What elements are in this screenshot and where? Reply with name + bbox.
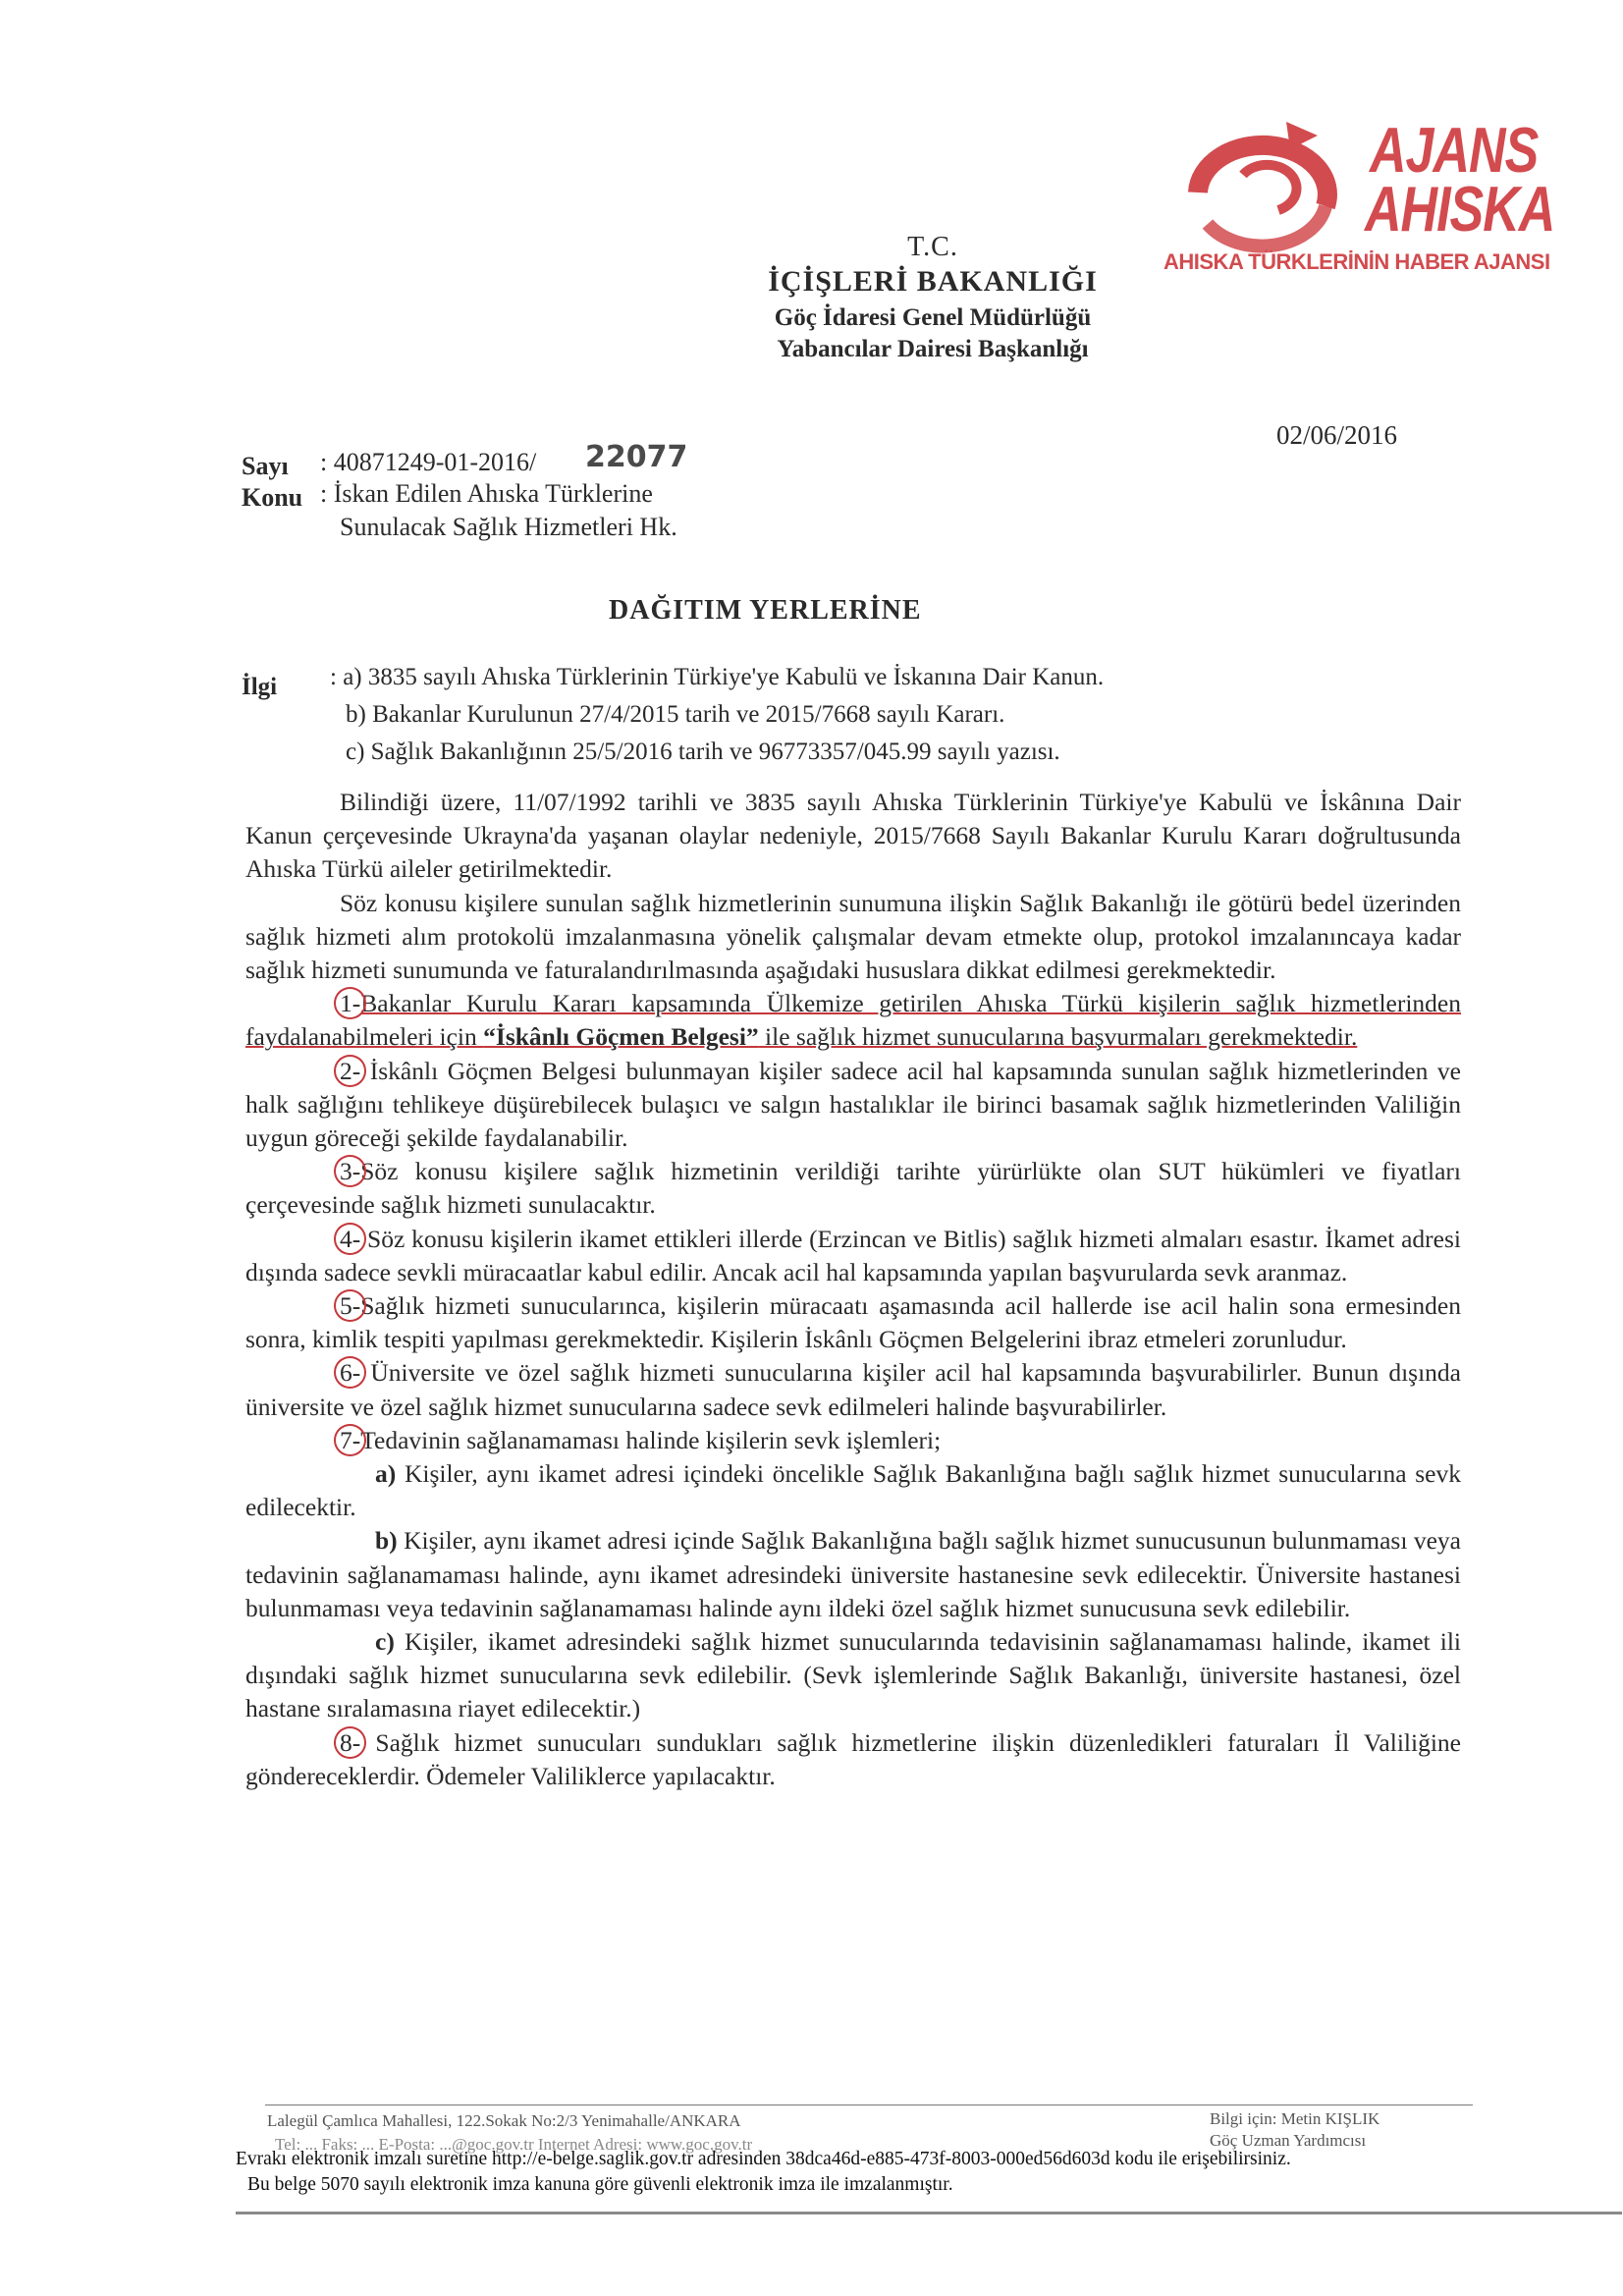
item-7b-label: b) bbox=[375, 1526, 398, 1556]
item-1-number: 1- bbox=[340, 989, 361, 1018]
item-1 bbox=[245, 987, 1461, 1054]
e-signature-law-note: Bu belge 5070 sayılı elektronik imza kanuna göre güvenli elektronik imza ile imzalanmıştır. bbox=[247, 2174, 953, 2195]
item-7-text: Tedavinin sağlanamaması halinde kişilerin sevk işlemleri; bbox=[360, 1425, 942, 1454]
ilgi-item-b: b) Bakanlar Kurulunun 27/4/2015 tarih ve 2015/7668 sayılı Kararı. bbox=[346, 701, 1005, 728]
item-1-text-pre: Bakanlar Kurulu Kararı kapsamında Ülkemize getirilen Ahıska Türkü kişilerin sağlık hizmetlerinden faydalanabilmeleri için bbox=[245, 989, 1461, 1052]
item-6 bbox=[245, 1356, 1461, 1423]
sayi-value: : 40871249-01-2016/ bbox=[320, 448, 537, 476]
item-4-text: Söz konusu kişilerin ikamet ettikleri illerde (Erzincan ve Bitlis) sağlık hizmeti almaları esastır. İkamet adresi dışında sadece sevkli müracaatlar kabul edilir. Ancak acil hal kapsamında yapılan başvurularda sevk aranmaz. bbox=[245, 1224, 1461, 1286]
item-7c-text: Kişiler, ikamet adresindeki sağlık hizmet sunucularında tedavisinin sağlanamaması halinde, ikamet ili dışındaki sağlık hizmet sunucularına sevk edilebilir. (Sevk işlemlerinde Sağlık Bakanlığı, üniversite hastanesi, özel hastane sıralamasına riayet edilecektir.) bbox=[245, 1627, 1461, 1723]
item-5-number: 5- bbox=[340, 1291, 361, 1321]
logo-brand-ajans: AJANS bbox=[1370, 115, 1539, 187]
item-2-text: İskânlı Göçmen Belgesi bulunmayan kişiler sadece acil hal kapsamında sunulan sağlık hizmetlerinden ve halk sağlığını tehlikeye düşürebilecek bulaşıcı ve salgın hastalıklar ile birinci basamak sağlık hizmetlerinden Valiliğin uygun göreceği şekilde faydalanabilir. bbox=[245, 1056, 1461, 1153]
item-4 bbox=[245, 1223, 1461, 1289]
ilgi-item-a: : a) 3835 sayılı Ahıska Türklerinin Türkiye'ye Kabulü ve İskanına Dair Kanun. bbox=[330, 664, 1105, 690]
footer-info-name: Bilgi için: Metin KIŞLIK bbox=[1210, 2109, 1380, 2128]
item-7c-label: c) bbox=[375, 1627, 395, 1657]
distribution-heading: DAĞITIM YERLERİNE bbox=[609, 595, 922, 626]
header-directorate: Göç İdaresi Genel Müdürlüğü bbox=[774, 304, 1092, 331]
item-7a bbox=[245, 1457, 1461, 1524]
item-8-text: Sağlık hizmet sunucuları sundukları sağlık hizmetlerine ilişkin düzenledikleri faturaları İl Valiliğine göndereceklerdir. Ödemeler Valiliklerce yapılacaktır. bbox=[245, 1727, 1461, 1790]
item-8-number: 8- bbox=[340, 1727, 361, 1757]
header-department: Yabancılar Dairesi Başkanlığı bbox=[777, 336, 1089, 362]
logo-tagline: AHISKA TÜRKLERİNİN HABER AJANSI bbox=[1163, 249, 1550, 274]
item-2 bbox=[245, 1055, 1461, 1156]
document-date: 02/06/2016 bbox=[1276, 420, 1398, 450]
konu-value-line1: : İskan Edilen Ahıska Türklerine bbox=[320, 479, 653, 508]
e-signature-verify-note: Evrakı elektronik imzalı suretine http://e-belge.saglik.gov.tr adresinden 38dca46d-e885-473f-8003-000ed56d603d kodu ile erişebilirsiniz. bbox=[236, 2149, 1291, 2169]
item-8 bbox=[245, 1726, 1461, 1793]
item-3 bbox=[245, 1155, 1461, 1222]
item-6-text: Üniversite ve özel sağlık hizmeti sunucularına kişiler acil hal kapsamında başvurabilirler. Bunun dışında üniversite ve özel sağlık hizmet sunucularına sadece sevk edilmeleri halinde başvurabilirler. bbox=[245, 1358, 1461, 1421]
konu-value-line2: Sunulacak Sağlık Hizmetleri Hk. bbox=[340, 513, 677, 541]
konu-label: Konu bbox=[242, 483, 303, 512]
paragraph-intro: Bilindiği üzere, 11/07/1992 tarihli ve 3835 sayılı Ahıska Türklerinin Türkiye'ye Kabulü ve İskânına Dair Kanun çerçevesinde Ukrayna'da yaşanan olaylar nedeniyle, 2015/7668 Sayılı Bakanlar Kurulu Kararı doğrultusunda Ahıska Türkü aileler getirilmektedir. bbox=[245, 788, 1461, 884]
item-3-number: 3- bbox=[340, 1157, 361, 1186]
item-2-number: 2- bbox=[340, 1056, 361, 1085]
item-3-text: Söz konusu kişilere sağlık hizmetinin verildiği tarihte yürürlükte olan SUT hükümleri ve fiyatları çerçevesinde sağlık hizmeti sunulacaktır. bbox=[245, 1157, 1461, 1220]
sayi-handwritten-number: 22077 bbox=[585, 440, 688, 474]
item-5 bbox=[245, 1289, 1461, 1356]
header-ministry: İÇİŞLERİ BAKANLIĞI bbox=[768, 265, 1098, 298]
item-7 bbox=[245, 1424, 1461, 1457]
item-7c bbox=[245, 1625, 1461, 1726]
footer-info-title: Göç Uzman Yardımcısı bbox=[1210, 2131, 1367, 2150]
item-7-number: 7- bbox=[340, 1425, 361, 1454]
item-1-bold: “İskânlı Göçmen Belgesi” bbox=[483, 1022, 759, 1052]
header-country: T.C. bbox=[907, 232, 958, 262]
letter-body bbox=[245, 786, 1461, 1793]
item-1-text-post: ile sağlık hizmet sunucularına başvurmaları gerekmektedir. bbox=[758, 1022, 1358, 1052]
footer-address: Lalegül Çamlıca Mahallesi, 122.Sokak No:2/3 Yenimahalle/ANKARA bbox=[267, 2111, 741, 2130]
item-7b-text: Kişiler, aynı ikamet adresi içinde Sağlık Bakanlığına bağlı sağlık hizmet sunucusunun bulunmaması veya tedavinin sağlanamaması halinde, aynı ikamet adresindeki üniversite hastanesine sevk edilecektir. Üniversite hastanesi bulunmaması veya tedavinin sağlanamaması halinde aynı ildeki özel sağlık hizmet sunucusuna sevk edilebilir. bbox=[245, 1526, 1461, 1622]
item-7a-label: a) bbox=[375, 1459, 397, 1489]
sayi-label: Sayı bbox=[242, 452, 289, 480]
ilgi-item-c: c) Sağlık Bakanlığının 25/5/2016 tarih ve 96773357/045.99 sayılı yazısı. bbox=[346, 738, 1060, 765]
ilgi-label: İlgi bbox=[242, 674, 278, 700]
paragraph-context: Söz konusu kişilere sunulan sağlık hizmetlerinin sunumuna ilişkin Sağlık Bakanlığı ile götürü bedel üzerinden sağlık hizmeti alım protokolü imzalanmasına yönelik çalışmalar devam etmekte olup, protokol imzalanıncaya kadar sağlık hizmeti sunumunda ve faturalandırılmasında aşağıdaki hususlara dikkat edilmesi gerekmektedir. bbox=[245, 888, 1461, 985]
item-4-number: 4- bbox=[340, 1224, 361, 1253]
footer-contact: Tel: ... Faks: ... E-Posta: ...@goc.gov.tr Internet Adresi: www.goc.gov.tr bbox=[275, 2135, 753, 2154]
item-7a-text: Kişiler, aynı ikamet adresi içindeki öncelikle Sağlık Bakanlığına bağlı sağlık hizmet sunucularına sevk edilecektir. bbox=[245, 1459, 1461, 1522]
item-6-number: 6- bbox=[340, 1358, 361, 1388]
bottom-divider bbox=[236, 2212, 1622, 2214]
item-7b bbox=[245, 1524, 1461, 1625]
logo-brand-ahiska: AHISKA bbox=[1365, 174, 1555, 246]
item-5-text: Sağlık hizmeti sunucularınca, kişilerin müracaatı aşamasında acil hallerde ise acil halin sona ermesinden sonra, kimlik tespiti yapılması gerekmektedir. Kişilerin İskânlı Göçmen Belgelerini ibraz etmeleri zorunludur. bbox=[245, 1291, 1461, 1354]
